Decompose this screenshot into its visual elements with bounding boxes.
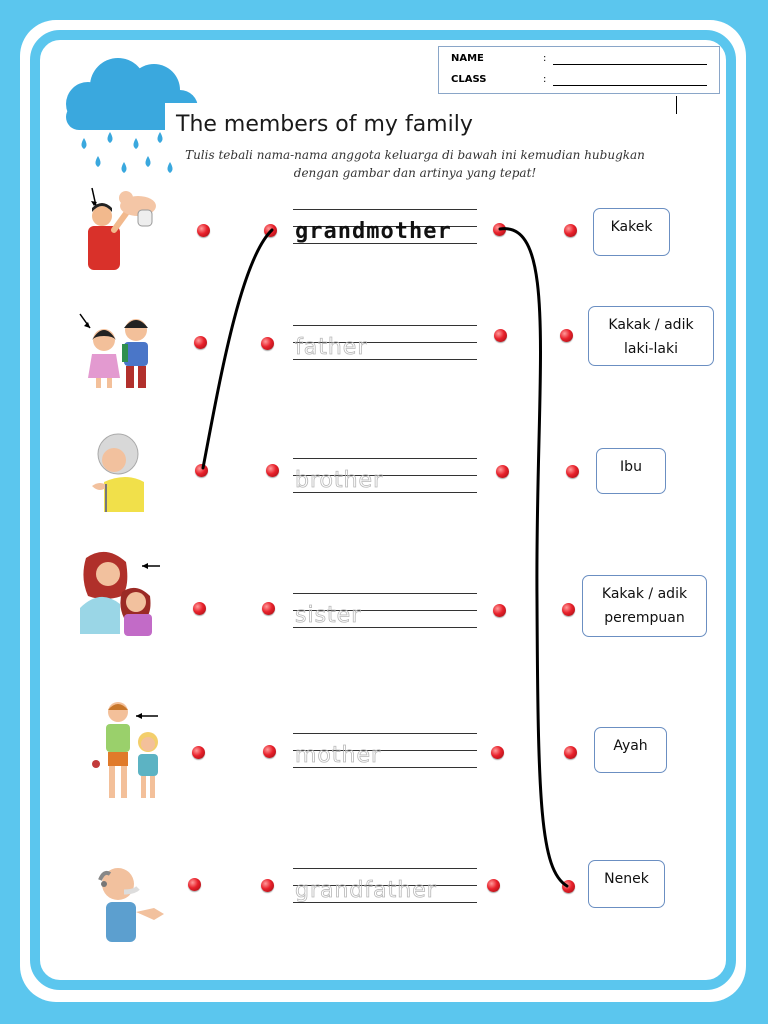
writing-line xyxy=(293,209,477,210)
word-right-dot[interactable] xyxy=(496,465,509,478)
word-right-dot[interactable] xyxy=(494,329,507,342)
meaning-text: Kakak / adik xyxy=(608,317,694,333)
word-right-dot[interactable] xyxy=(493,223,506,236)
worksheet-title: The members of my family xyxy=(176,112,473,137)
meaning-box[interactable] xyxy=(594,727,667,773)
mother-brushing-hair-icon xyxy=(74,548,166,640)
family-word: sister xyxy=(295,603,362,628)
meaning-dot[interactable] xyxy=(566,465,579,478)
picture-dot[interactable] xyxy=(188,878,201,891)
meaning-text: Kakak / adik xyxy=(601,586,688,602)
picture-dot[interactable] xyxy=(192,746,205,759)
name-colon: : xyxy=(543,53,547,64)
word-left-dot[interactable] xyxy=(261,337,274,350)
worksheet-instruction xyxy=(160,146,670,182)
family-word: grandmother xyxy=(295,219,452,244)
word-right-dot[interactable] xyxy=(487,879,500,892)
name-row xyxy=(451,53,711,67)
picture-dot[interactable] xyxy=(197,224,210,237)
meaning-dot[interactable] xyxy=(564,746,577,759)
meaning-text: Kakek xyxy=(610,219,653,235)
meaning-text: Ayah xyxy=(613,738,648,754)
writing-line xyxy=(293,458,477,459)
word-left-dot[interactable] xyxy=(262,602,275,615)
word-left-dot[interactable] xyxy=(264,224,277,237)
meaning-dot[interactable] xyxy=(562,603,575,616)
grandfather-icon xyxy=(90,862,168,948)
text-cursor xyxy=(676,96,677,114)
word-left-dot[interactable] xyxy=(261,879,274,892)
family-word: grandfather xyxy=(295,878,437,903)
meaning-box[interactable] xyxy=(593,208,670,256)
meaning-box[interactable] xyxy=(596,448,666,494)
meaning-dot[interactable] xyxy=(562,880,575,893)
meaning-text-line2: perempuan xyxy=(604,610,685,626)
meaning-box[interactable] xyxy=(588,306,714,366)
writing-line xyxy=(293,593,477,594)
word-right-dot[interactable] xyxy=(493,604,506,617)
name-label: NAME xyxy=(451,53,484,64)
class-field[interactable] xyxy=(553,85,707,86)
writing-line xyxy=(293,868,477,869)
boy-with-little-sister-icon xyxy=(88,698,170,806)
name-field[interactable] xyxy=(553,64,707,65)
word-left-dot[interactable] xyxy=(266,464,279,477)
name-class-box xyxy=(438,46,720,94)
word-right-dot[interactable] xyxy=(491,746,504,759)
meaning-dot[interactable] xyxy=(564,224,577,237)
picture-dot[interactable] xyxy=(195,464,208,477)
picture-dot[interactable] xyxy=(194,336,207,349)
class-label: CLASS xyxy=(451,74,487,85)
meaning-box[interactable] xyxy=(582,575,707,637)
grandmother-icon xyxy=(86,430,156,512)
family-word: brother xyxy=(295,468,384,493)
family-word: father xyxy=(295,335,368,360)
class-row xyxy=(451,74,711,88)
family-word: mother xyxy=(295,743,382,768)
writing-line xyxy=(293,325,477,326)
meaning-box[interactable] xyxy=(588,860,665,908)
instruction-line-1: Tulis tebali nama-nama anggota keluarga di bawah ini kemudian hubugkan xyxy=(185,148,645,162)
word-left-dot[interactable] xyxy=(263,745,276,758)
class-colon: : xyxy=(543,74,547,85)
writing-line xyxy=(293,733,477,734)
brother-and-sister-icon xyxy=(78,310,163,392)
meaning-dot[interactable] xyxy=(560,329,573,342)
meaning-text-line2: laki-laki xyxy=(624,341,678,357)
father-lifting-baby-icon xyxy=(80,186,165,276)
picture-dot[interactable] xyxy=(193,602,206,615)
instruction-line-2: dengan gambar dan artinya yang tepat! xyxy=(293,166,537,180)
meaning-text: Ibu xyxy=(620,459,642,475)
meaning-text: Nenek xyxy=(604,871,649,887)
